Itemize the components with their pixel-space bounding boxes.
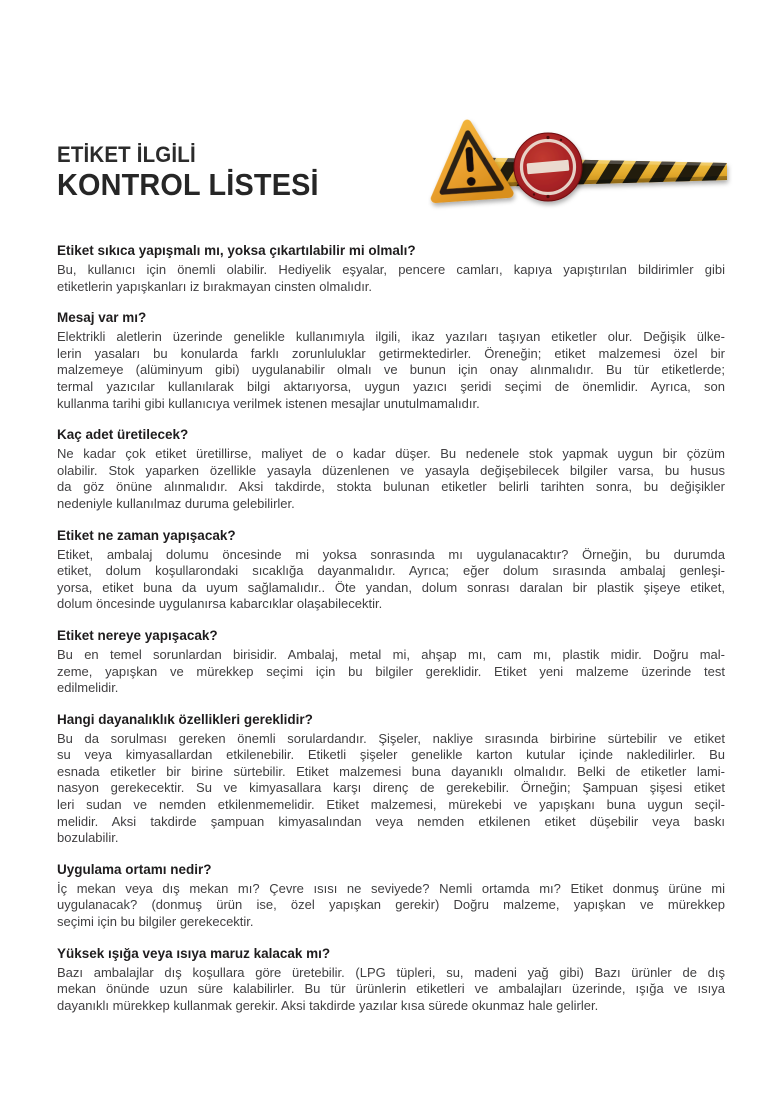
- paragraph-line: bozulabilir.: [57, 830, 119, 846]
- section-heading: Etiket sıkıca yapışmalı mı, yoksa çıkartılabilir mi olmalı?: [57, 243, 416, 258]
- section-heading: Etiket ne zaman yapışacak?: [57, 527, 236, 543]
- paragraph-line: nedeniyle kullanılmaz duruma gelebilirler.: [57, 495, 295, 511]
- section-heading: Yüksek ışığa veya ısıya maruz kalacak mı?: [57, 945, 331, 961]
- paragraph-line: leri sudan ve nemden etkilenmemelidir. Etiket malzemesi, mürekebi ve yapışkanı buna uygun seçil-: [57, 797, 725, 813]
- paragraph-line: malzemeye (alüminyum gibi) uygulanabilir olmalı ve bunun için onay alınmalıdır. Bu tür etiketlerde;: [57, 362, 725, 378]
- checklist-section: [57, 712, 725, 847]
- paragraph-line: termal yazıcılar kullanılarak bilgi aktarıyorsa, uygun yazıcı şeridi seçimi de önemlidir. Ayrıca, son: [57, 378, 725, 394]
- paragraph-line: esnada etiketler bir birine sürtebilir. Etiket malzemesi buna dayanıklı olmalıdır. Belki de etiketler lami-: [57, 763, 725, 779]
- paragraph-line: da göz önüne alınmalıdır. Aksi takdirde, stokta bulunan etiketler belirli tarihten sonra, bu değişikler: [57, 479, 725, 495]
- paragraph-line: mekan önünde uzun süre kalabilirler. Bu tür ürünlerin etiketleri ve ambalajları üzerinde, ışığa ve ısıya: [57, 981, 725, 997]
- checklist-section: [57, 528, 725, 613]
- road-signs-illustration: [428, 110, 738, 232]
- section-heading: Etiket nereye yapışacak?: [57, 627, 218, 643]
- paragraph-line: etiketlerin yapışkanları iz bırakmayan cinsten olmalıdır.: [57, 278, 373, 294]
- page-title-kicker: ETİKET İLGİLİ: [57, 142, 196, 167]
- section-heading: Hangi dayanalıklık özellikleri gereklidir?: [57, 711, 313, 727]
- paragraph-line: uygulanacak? (donmuş ürün ise, özel yapışkan gerekir) Doğru malzeme, yapışkan ve mürekkep: [57, 897, 725, 913]
- checklist-section: [57, 628, 725, 697]
- paragraph-line: olabilir. Stok yaparken özellikle yasayla düzenlenen ve yasayla değişebilecek bilgiler varsa, bu husus: [57, 462, 725, 478]
- paragraph-line: Elektrikli aletlerin üzerinde genelikle kullanımıyla ilgili, ikaz yazıları taşıyan etiketler olur. Değişik ülke-: [57, 329, 725, 345]
- paragraph-line: dolum öncesinde uygulanırsa kabarcıklar olaşabilecektir.: [57, 596, 383, 612]
- section-heading: Kaç adet üretilecek?: [57, 427, 189, 443]
- checklist-section: [57, 243, 725, 295]
- section-heading: Uygulama ortamı nedir?: [57, 861, 212, 877]
- section-paragraph: [57, 731, 725, 847]
- paragraph-line: Bu da sorulması gereken önemli sorulardandır. Şişeler, nakliye sırasında birbirine sürtebilir ve etiket: [57, 730, 725, 746]
- checklist-section: [57, 862, 725, 931]
- paragraph-line: İç mekan veya dış mekan mı? Çevre ısısı ne seviyede? Nemli ortamda mı? Etiket donmuş ürüne mi: [57, 880, 725, 896]
- paragraph-line: Etiket, ambalaj dolumu öncesinde mi yoksa sonrasında mı uygulanacaktır? Örneğin, bu durumda: [57, 546, 725, 562]
- section-paragraph: [57, 446, 725, 512]
- section-paragraph: [57, 329, 725, 412]
- checklist-section: [57, 427, 725, 512]
- page-title: [57, 143, 338, 201]
- section-heading: Mesaj var mı?: [57, 310, 147, 326]
- paragraph-line: Bazı ambalajlar dış koşullara göre üretebilir. (LPG tüpleri, su, madeni yağ gibi) Bazı ürünler de dış: [57, 964, 725, 980]
- paragraph-line: edilmelidir.: [57, 680, 119, 696]
- paragraph-line: kullanma tarihi gibi kullanıcıya verilmek istenen mesajlar unutulmamalıdır.: [57, 395, 480, 411]
- paragraph-line: Ne kadar çok etiket üretillirse, maliyet de o kadar düşer. Bu nedenele stok yapmak uygun bir çözüm: [57, 446, 725, 462]
- paragraph-line: nasyon gerekecektir. Su ve kimyasallara karşı direnç de gerekebilir. Örneğin; Şampuan şişesi etiket: [57, 780, 725, 796]
- no-entry-icon: [514, 133, 582, 201]
- paragraph-line: etiket, dolum koşullarondaki sıcaklığa dayanmalıdır. Ayrıca; eğer dolum sırasında ambalaj genleşi-: [57, 563, 725, 579]
- paragraph-line: seçimi için bu bilgiler gerekecektir.: [57, 914, 254, 930]
- paragraph-line: yorsa, etiket buna da uyum sağlamalıdır.. Öte yandan, dolum sonrası daralan bir plastik şişeye etiket,: [57, 579, 725, 595]
- paragraph-line: dayanıklı mürekkep kullanmak gerekir. Aksi takdirde yazılar kısa sürede okunmaz hale gelirler.: [57, 997, 599, 1013]
- section-paragraph: [57, 881, 725, 931]
- section-paragraph: [57, 262, 725, 295]
- paragraph-line: su veya kimyasallardan etkilenebilir. Etiketli şişeler genelikle karton kutular içinde nakledilirler. Bu: [57, 747, 725, 763]
- paragraph-line: Bu en temel sorunlardan birisidir. Ambalaj, metal mi, ahşap mı, cam mı, plastik midir. Doğru mal-: [57, 646, 725, 662]
- section-paragraph: [57, 965, 725, 1015]
- section-paragraph: [57, 547, 725, 613]
- paragraph-line: Bu, kullanıcı için önemli olabilir. Hediyelik eşyalar, pencere camları, kapıya yapıştırılan bildirimler gibi: [57, 262, 725, 277]
- section-paragraph: [57, 647, 725, 697]
- checklist-section: [57, 946, 725, 1015]
- paragraph-line: melidir. Aksi takdirde şampuan kimyasalından veya nemden etkilenen etiket düşebilir veya baskı: [57, 813, 725, 829]
- paragraph-line: zeme, yapışkan ve mürekkep seçimi için bu bilgiler gereklidir. Etiket yeni malzeme üzerinde test: [57, 663, 725, 679]
- checklist-content: [57, 243, 725, 1014]
- paragraph-line: lerin yasaları bu konularda farklı zorunluluklar getirmektedirler. Öreneğin; etiket malzemesi özel bir: [57, 345, 725, 361]
- page-title-main: KONTROL LİSTESİ: [57, 167, 319, 202]
- checklist-section: [57, 310, 725, 412]
